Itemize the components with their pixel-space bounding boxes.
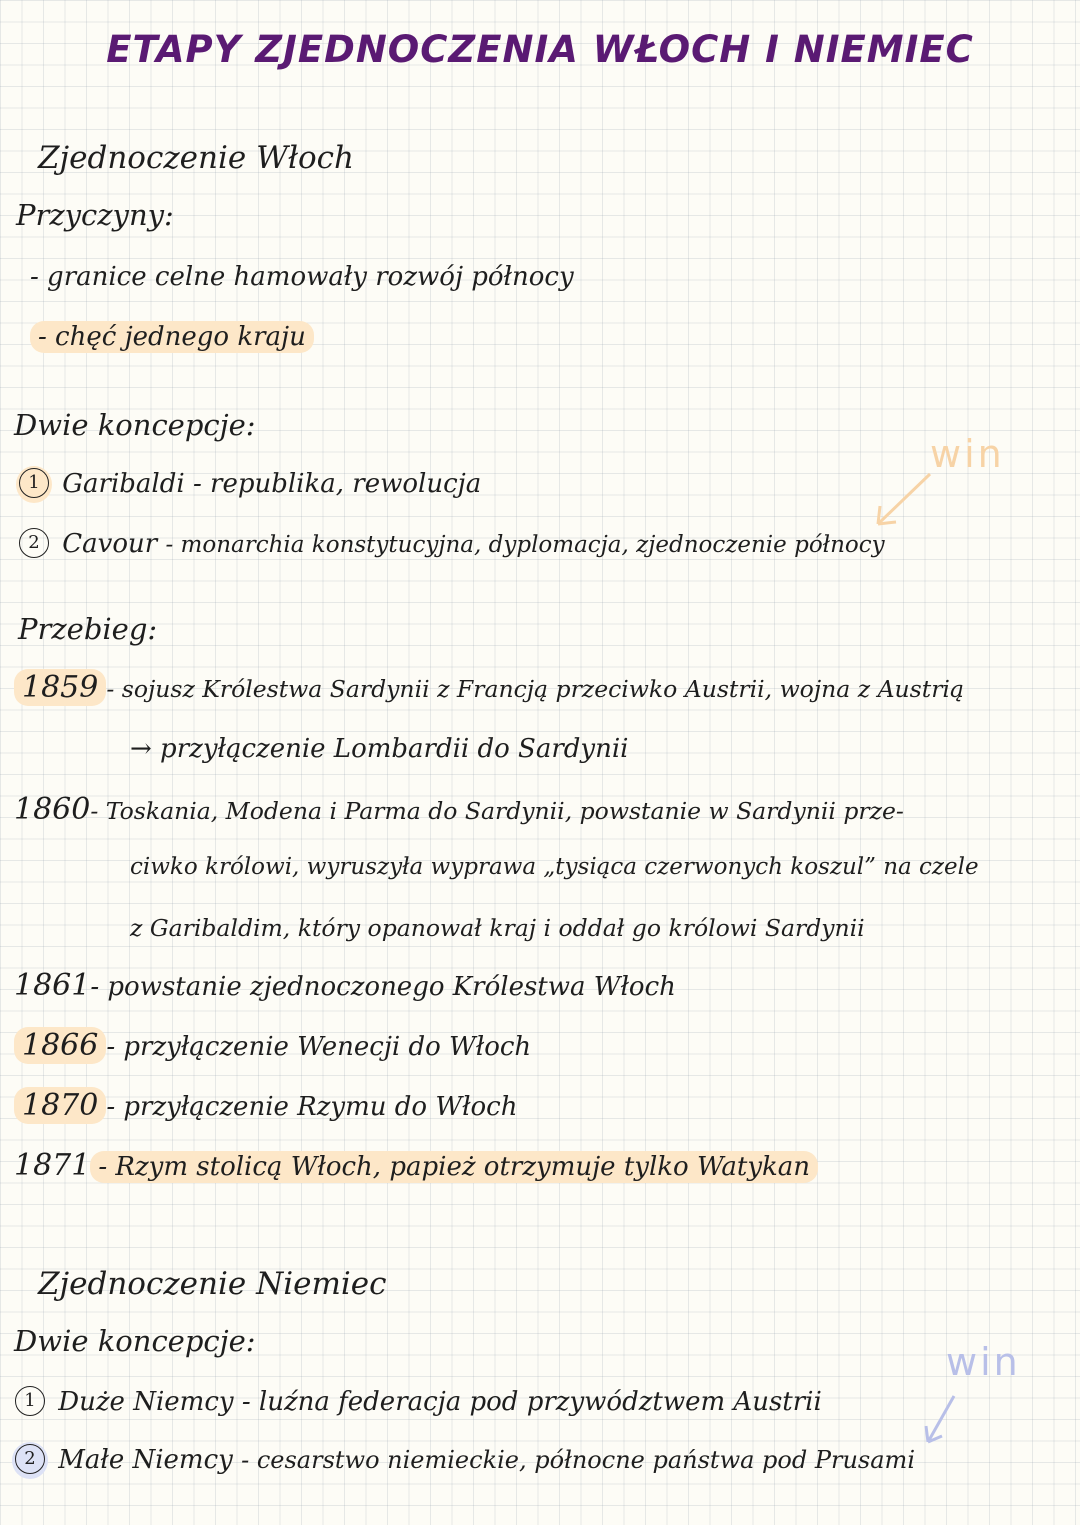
event-year: 1871 [14, 1148, 91, 1183]
event-text: - powstanie zjednoczonego Królestwa Włoch [90, 972, 676, 1002]
event-text: - Toskania, Modena i Parma do Sardynii, powstanie w Sardynii prze- [90, 797, 904, 825]
event-1860 [14, 792, 904, 827]
concept-desc: - luźna federacja pod przywództwem Austrii [241, 1387, 822, 1417]
event-year: 1866 [14, 1027, 106, 1064]
arrow-icon-blue [918, 1392, 962, 1450]
number-badge-1: 1 [12, 1384, 48, 1421]
germany-concept-1 [12, 1384, 822, 1421]
germany-heading: Zjednoczenie Niemiec [38, 1266, 387, 1302]
win-note-blue: win [946, 1340, 1021, 1384]
event-year: 1870 [14, 1087, 106, 1124]
event-1870 [14, 1088, 517, 1123]
event-year: 1861 [14, 968, 91, 1003]
event-year: 1859 [14, 669, 106, 706]
germany-concepts-label: Dwie koncepcje: [14, 1324, 256, 1358]
event-text: - Rzym stolicą Włoch, papież otrzymuje tylko Watykan [90, 1151, 818, 1183]
event-1860-cont-1: ciwko królowi, wyruszyła wyprawa „tysiąca czerwonych koszul” na czele [130, 854, 979, 880]
event-1861 [14, 968, 676, 1003]
win-note: win [930, 432, 1005, 476]
cause-item-2-highlight: - chęć jednego kraju [30, 321, 314, 353]
event-1871 [14, 1148, 818, 1183]
event-text: - przyłączenie Rzymu do Włoch [106, 1092, 518, 1122]
concept-name: Małe Niemcy [58, 1445, 233, 1475]
italy-heading: Zjednoczenie Włoch [38, 140, 354, 176]
concept-name: Garibaldi [62, 469, 185, 499]
italy-course-label: Przebieg: [18, 612, 158, 646]
italy-causes-label: Przyczyny: [16, 198, 174, 232]
cause-item-2 [30, 322, 314, 352]
arrow-icon [868, 470, 938, 534]
number-badge-2: 2 [12, 1442, 48, 1479]
italy-concepts-label: Dwie koncepcje: [14, 408, 256, 442]
event-1859 [14, 670, 964, 705]
page-title: ETAPY ZJEDNOCZENIA WŁOCH I NIEMIEC [106, 28, 974, 71]
number-badge-2: 2 [16, 526, 52, 563]
event-1859-cont: → przyłączenie Lombardii do Sardynii [130, 734, 629, 764]
concept-name: Cavour [62, 529, 158, 559]
cause-item-1: - granice celne hamowały rozwój północy [30, 262, 574, 292]
concept-name: Duże Niemcy [58, 1387, 234, 1417]
concept-desc: - monarchia konstytucyjna, dyplomacja, zjednoczenie północy [165, 532, 885, 558]
event-1866 [14, 1028, 531, 1063]
event-text: - sojusz Królestwa Sardynii z Francją przeciwko Austrii, wojna z Austrią [106, 675, 964, 703]
concept-desc: - republika, rewolucja [192, 469, 482, 499]
germany-concept-2 [12, 1442, 915, 1479]
event-1860-cont-2: z Garibaldim, który opanował kraj i oddał go królowi Sardynii [130, 914, 865, 942]
event-text: - przyłączenie Wenecji do Włoch [106, 1032, 532, 1062]
italy-concept-2 [16, 526, 885, 563]
italy-concept-1 [16, 466, 481, 503]
concept-desc: - cesarstwo niemieckie, północne państwa pod Prusami [241, 1446, 915, 1474]
event-year: 1860 [14, 792, 91, 827]
number-badge-1: 1 [16, 466, 52, 503]
